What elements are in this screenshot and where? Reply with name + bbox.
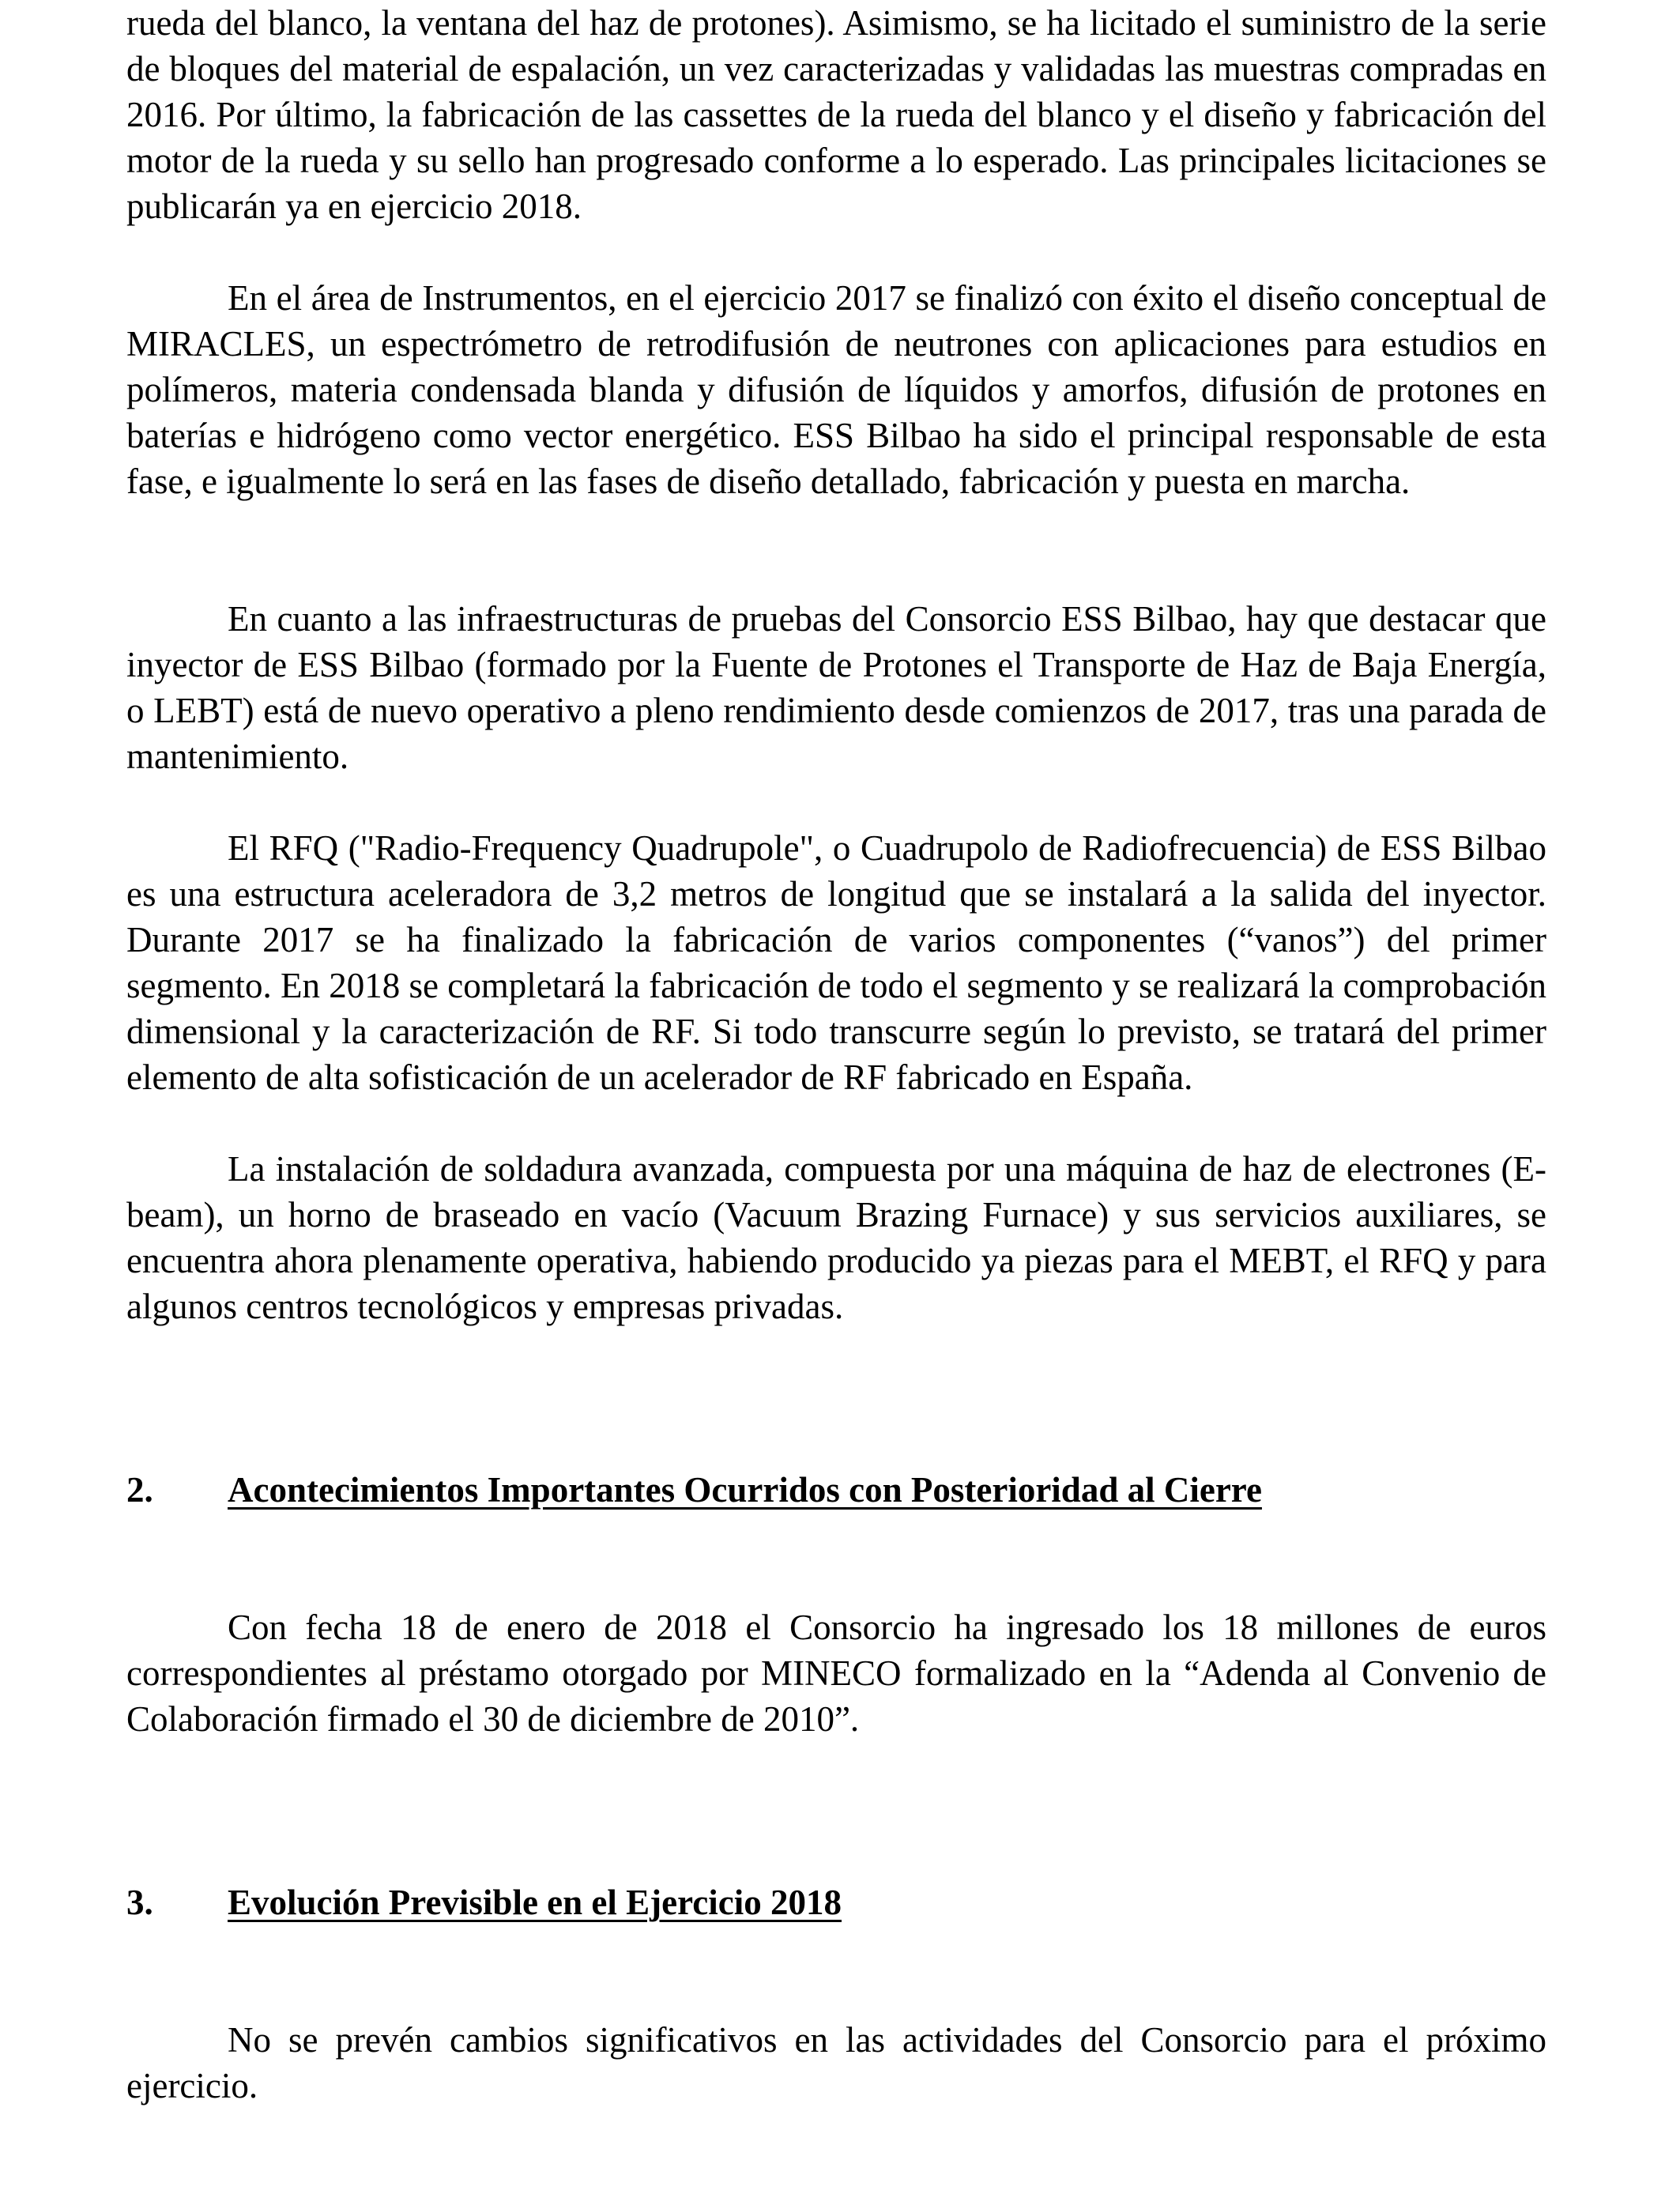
paragraph-target-continuation: rueda del blanco, la ventana del haz de protones). Asimismo, se ha licitado el suministro de la serie de bloques del material de espalación, un vez caracterizadas y validadas las muestras compradas en 2016. Por último, la fabricación de las cassettes de la rueda del blanco y el diseño y fabricación del motor de la rueda y su sello han progresado conforme a lo esperado. Las principales licitaciones se publicarán ya en ejercicio 2018. — [126, 3, 1546, 226]
paragraph-test-infrastructure: En cuanto a las infraestructuras de pruebas del Consorcio ESS Bilbao, hay que destacar que inyector de ESS Bilbao (formado por la Fuente de Protones el Transporte de Haz de Baja Energía, o LEBT) está de nuevo operativo a pleno rendimiento desde comienzos de 2017, tras una parada de mantenimiento. — [126, 599, 1546, 776]
paragraph-rfq: El RFQ ("Radio-Frequency Quadrupole", o Cuadrupolo de Radiofrecuencia) de ESS Bilbao es una estructura aceleradora de 3,2 metros de longitud que se instalará a la salida del inyector. Durante 2017 se ha finalizado la fabricación de varios componentes (“vanos”) del primer segmento. En 2018 se completará la fabricación de todo el segmento y se realizará la comprobación dimensional y la caracterización de RF. Si todo transcurre según lo previsto, se tratará del primer elemento de alta sofisticación de un acelerador de RF fabricado en España. — [126, 828, 1546, 1097]
document-page — [126, 0, 1546, 2194]
section-2-number: 2. — [126, 1470, 153, 1510]
paragraph-subsequent-events: Con fecha 18 de enero de 2018 el Consorcio ha ingresado los 18 millones de euros correspondientes al préstamo otorgado por MINECO formalizado en la “Adenda al Convenio de Colaboración firmado el 30 de diciembre de 2010”. — [126, 1608, 1546, 1739]
section-3-title: Evolución Previsible en el Ejercicio 2018 — [228, 1883, 842, 1922]
paragraph-instruments: En el área de Instrumentos, en el ejercicio 2017 se finalizó con éxito el diseño conceptual de MIRACLES, un espectrómetro de retrodifusión de neutrones con aplicaciones para estudios en polímeros, materia condensada blanda y difusión de líquidos y amorfos, difusión de protones en baterías e hidrógeno como vector energético. ESS Bilbao ha sido el principal responsable de esta fase, e igualmente lo será en las fases de diseño detallado, fabricación y puesta en marcha. — [126, 278, 1546, 501]
section-3-number: 3. — [126, 1883, 153, 1922]
paragraph-outlook: No se prevén cambios significativos en las actividades del Consorcio para el próximo ejercicio. — [126, 2020, 1546, 2105]
section-2-title: Acontecimientos Importantes Ocurridos con Posterioridad al Cierre — [228, 1470, 1262, 1510]
paragraph-welding-facility: La instalación de soldadura avanzada, compuesta por una máquina de haz de electrones (E-beam), un horno de braseado en vacío (Vacuum Brazing Furnace) y sus servicios auxiliares, se encuentra ahora plenamente operativa, habiendo producido ya piezas para el MEBT, el RFQ y para algunos centros tecnológicos y empresas privadas. — [126, 1149, 1546, 1326]
section-2-heading — [126, 1467, 1546, 1513]
section-3-heading — [126, 1879, 1546, 1925]
